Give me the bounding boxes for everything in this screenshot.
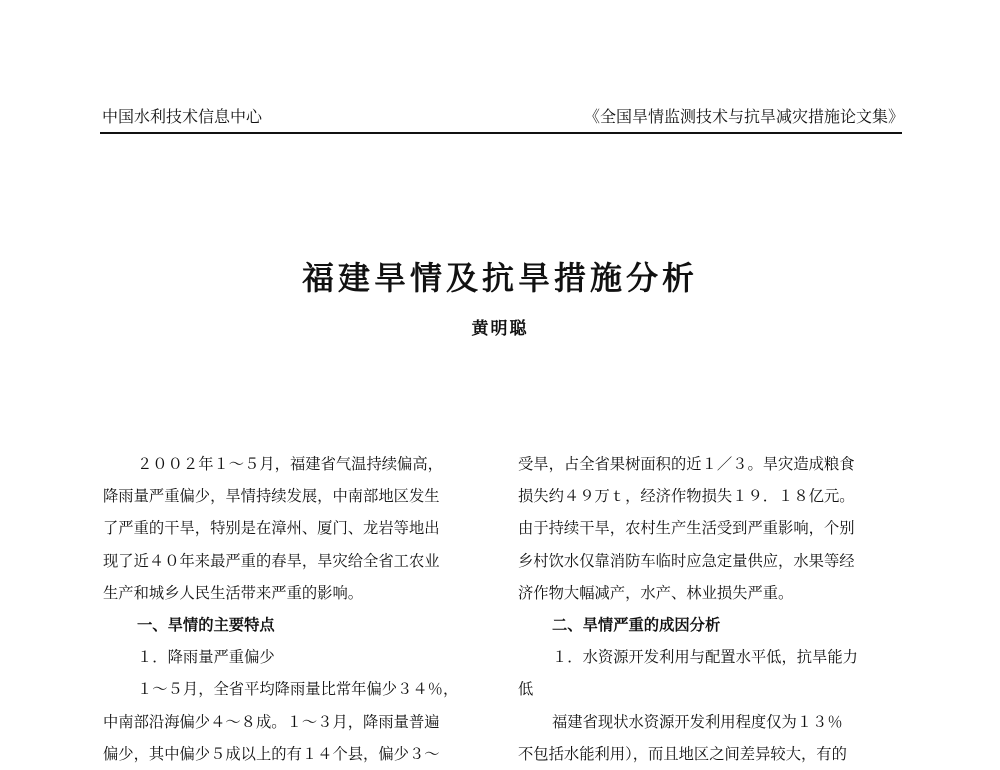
paragraph-line: 现了近４０年来最严重的春旱，旱灾给全省工农业	[103, 551, 440, 570]
paragraph-line: 不包括水能利用），而且地区之间差异较大，有的	[518, 744, 847, 763]
left-column	[103, 448, 485, 770]
paragraph-line: 生产和城乡人民生活带来严重的影响。	[103, 583, 364, 602]
paragraph-line: 低	[518, 680, 534, 699]
paragraph-line: ２００２年１～５月，福建省气温持续偏高，	[137, 455, 443, 473]
running-header-left: 中国水利技术信息中心	[102, 107, 263, 126]
paragraph-line: 福建省现状水资源开发利用程度仅为１３％	[552, 712, 843, 731]
paragraph-line: 了严重的干旱，特别是在漳州、厦门、龙岩等地出	[103, 519, 440, 538]
section-heading: 一、旱情的主要特点	[137, 615, 275, 634]
right-column	[518, 448, 900, 770]
paper-author: 黄明聪	[471, 319, 529, 339]
paragraph-line: 偏少，其中偏少５成以上的有１４个县，偏少３～	[103, 744, 440, 763]
paragraph-line: 受旱，占全省果树面积的近１／３。旱灾造成粮食	[518, 455, 855, 473]
subsection-heading: １．降雨量严重偏少	[137, 648, 275, 667]
paragraph-line: 由于持续干旱，农村生产生活受到严重影响，个别	[518, 519, 855, 538]
paragraph-line: 济作物大幅减产，水产、林业损失严重。	[518, 583, 794, 602]
paragraph-line: 中南部沿海偏少４～８成。１～３月，降雨量普遍	[103, 712, 440, 731]
running-header-right: 《全国旱情监测技术与抗旱减灾措施论文集》	[583, 107, 904, 126]
subsection-heading: １．水资源开发利用与配置水平低，抗旱能力	[552, 648, 858, 667]
paragraph-line: １～５月，全省平均降雨量比常年偏少３４％，	[137, 680, 459, 699]
section-heading: 二、旱情严重的成因分析	[552, 615, 721, 634]
header-rule	[100, 132, 902, 134]
paragraph-line: 损失约４９万ｔ，经济作物损失１９．１８亿元。	[518, 487, 855, 506]
paragraph-line: 乡村饮水仅靠消防车临时应急定量供应，水果等经	[518, 551, 855, 570]
paper-title: 福建旱情及抗旱措施分析	[301, 259, 698, 297]
paragraph-line: 降雨量严重偏少，旱情持续发展，中南部地区发生	[103, 487, 440, 506]
